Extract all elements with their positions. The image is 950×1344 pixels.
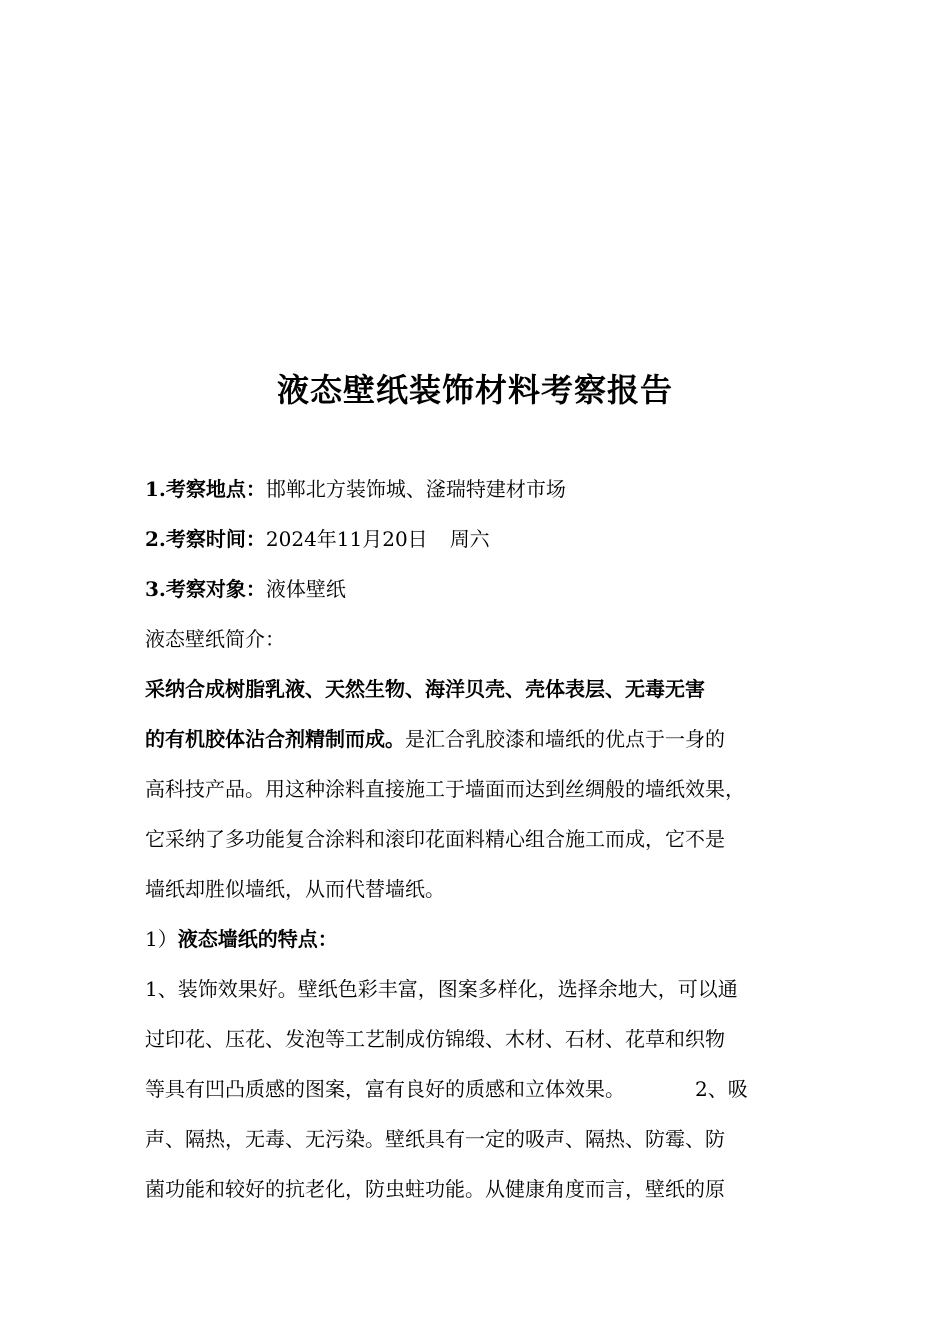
features-number: 1） bbox=[145, 927, 178, 951]
location-value: 邯郸北方装饰城、滏瑞特建材市场 bbox=[265, 477, 566, 501]
intro-line-2-rest: 是汇合乳胶漆和墙纸的优点于一身的 bbox=[405, 727, 725, 751]
features-line-3a: 等具有凹凸质感的图案，富有良好的质感和立体效果。 bbox=[145, 1077, 625, 1101]
features-line-2: 过印花、压花、发泡等工艺制成仿锦缎、木材、石材、花草和织物 bbox=[145, 1027, 725, 1051]
intro-line-5: 墙纸却胜似墙纸，从而代替墙纸。 bbox=[145, 877, 445, 901]
features-line-3b: 2、吸 bbox=[695, 1077, 748, 1101]
object-value: 液体壁纸 bbox=[265, 577, 346, 601]
features-line-1: 1、装饰效果好。壁纸色彩丰富，图案多样化，选择余地大，可以通 bbox=[145, 977, 738, 1001]
features-line-5: 菌功能和较好的抗老化，防虫蛀功能。从健康角度而言，壁纸的原 bbox=[145, 1177, 725, 1201]
object-label: 3.考察对象： bbox=[145, 577, 266, 601]
intro-heading: 液态壁纸简介： bbox=[145, 627, 285, 651]
features-line-4: 声、隔热，无毒、无污染。壁纸具有一定的吸声、隔热、防霉、防 bbox=[145, 1127, 725, 1151]
info-object bbox=[145, 564, 825, 614]
intro-line-2 bbox=[145, 714, 825, 764]
intro-line-2-bold: 的有机胶体沾合剂精制而成。 bbox=[145, 727, 405, 751]
time-date: 2024年11月20日 bbox=[265, 527, 428, 551]
info-location bbox=[145, 464, 825, 514]
location-label: 1.考察地点： bbox=[145, 477, 266, 501]
report-title: 液态壁纸装饰材料考察报告 bbox=[276, 371, 673, 409]
intro-line-4: 它采纳了多功能复合涂料和滚印花面料精心组合施工而成，它不是 bbox=[145, 827, 725, 851]
features-line-3 bbox=[145, 1064, 825, 1114]
features-title: 液态墙纸的特点： bbox=[177, 927, 338, 951]
time-label: 2.考察时间： bbox=[145, 527, 266, 551]
time-day: 周六 bbox=[449, 527, 490, 551]
info-time bbox=[145, 514, 825, 564]
features-heading bbox=[145, 914, 825, 964]
report-body bbox=[145, 464, 825, 1214]
intro-line-3: 高科技产品。用这种涂料直接施工于墙面而达到丝绸般的墙纸效果， bbox=[145, 777, 745, 801]
intro-line-1: 采纳合成树脂乳液、天然生物、海洋贝壳、壳体表层、无毒无害 bbox=[145, 677, 705, 701]
